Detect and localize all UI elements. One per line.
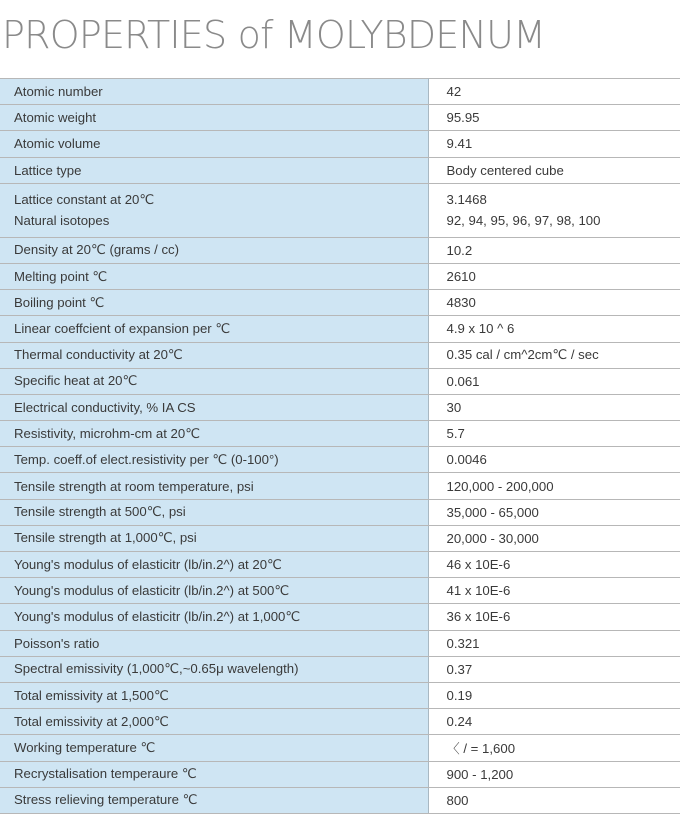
property-name: Specific heat at 20℃ bbox=[0, 368, 428, 394]
table-row bbox=[0, 342, 680, 368]
property-value: Body centered cube bbox=[428, 157, 680, 183]
table-row bbox=[0, 290, 680, 316]
property-value: 5.7 bbox=[428, 421, 680, 447]
property-value: 9.41 bbox=[428, 131, 680, 157]
property-value: 35,000 - 65,000 bbox=[428, 499, 680, 525]
property-name: Total emissivity at 1,500℃ bbox=[0, 682, 428, 708]
property-value: 4830 bbox=[428, 290, 680, 316]
property-value: 20,000 - 30,000 bbox=[428, 525, 680, 551]
property-name: Atomic volume bbox=[0, 131, 428, 157]
property-name: Spectral emissivity (1,000℃,~0.65μ wavelength) bbox=[0, 656, 428, 682]
table-row bbox=[0, 368, 680, 394]
property-name: Electrical conductivity, % IA CS bbox=[0, 394, 428, 420]
property-name: Atomic number bbox=[0, 79, 428, 105]
property-name: Working temperature ℃ bbox=[0, 735, 428, 761]
property-name: Atomic weight bbox=[0, 105, 428, 131]
table-row bbox=[0, 263, 680, 289]
table-row bbox=[0, 316, 680, 342]
property-value: 0.061 bbox=[428, 368, 680, 394]
property-value: 42 bbox=[428, 79, 680, 105]
property-value-cell bbox=[428, 183, 680, 237]
property-name: Stress relieving temperature ℃ bbox=[0, 787, 428, 813]
table-row bbox=[0, 630, 680, 656]
table-row bbox=[0, 79, 680, 105]
property-name: Lattice type bbox=[0, 157, 428, 183]
property-name: Recrystalisation temperaure ℃ bbox=[0, 761, 428, 787]
property-name: Tensile strength at room temperature, psi bbox=[0, 473, 428, 499]
property-name: Tensile strength at 500℃, psi bbox=[0, 499, 428, 525]
property-name: Total emissivity at 2,000℃ bbox=[0, 709, 428, 735]
property-value: 4.9 x 10 ^ 6 bbox=[428, 316, 680, 342]
property-value: 30 bbox=[428, 394, 680, 420]
table-row bbox=[0, 604, 680, 630]
page-title: PROPERTIES of MOLYBDENUM bbox=[2, 13, 546, 57]
properties-table bbox=[0, 78, 680, 814]
property-value: 92, 94, 95, 96, 97, 98, 100 bbox=[446, 213, 601, 229]
property-name: Thermal conductivity at 20℃ bbox=[0, 342, 428, 368]
table-row bbox=[0, 421, 680, 447]
property-value: 3.1468 bbox=[446, 192, 487, 208]
property-value: 36 x 10E-6 bbox=[428, 604, 680, 630]
table-row bbox=[0, 552, 680, 578]
table-row bbox=[0, 131, 680, 157]
property-name: Melting point ℃ bbox=[0, 263, 428, 289]
table-row bbox=[0, 237, 680, 263]
property-value: 2610 bbox=[428, 263, 680, 289]
property-value: 41 x 10E-6 bbox=[428, 578, 680, 604]
property-name: Poisson's ratio bbox=[0, 630, 428, 656]
table-row bbox=[0, 709, 680, 735]
property-value: 120,000 - 200,000 bbox=[428, 473, 680, 499]
table-row bbox=[0, 447, 680, 473]
property-value: 0.0046 bbox=[428, 447, 680, 473]
property-name: Density at 20℃ (grams / cc) bbox=[0, 237, 428, 263]
table-row bbox=[0, 105, 680, 131]
property-name: Tensile strength at 1,000℃, psi bbox=[0, 525, 428, 551]
property-value: 0.24 bbox=[428, 709, 680, 735]
property-value: 900 - 1,200 bbox=[428, 761, 680, 787]
property-value: 0.321 bbox=[428, 630, 680, 656]
table-row bbox=[0, 735, 680, 761]
table-row bbox=[0, 394, 680, 420]
table-row bbox=[0, 183, 680, 237]
table-row bbox=[0, 787, 680, 813]
table-row bbox=[0, 473, 680, 499]
property-name: Young's modulus of elasticitr (lb/in.2^) at 1,000℃ bbox=[0, 604, 428, 630]
table-row bbox=[0, 578, 680, 604]
property-value: 〈 / = 1,600 bbox=[428, 735, 680, 761]
property-value: 10.2 bbox=[428, 237, 680, 263]
property-value: 0.35 cal / cm^2cm℃ / sec bbox=[428, 342, 680, 368]
property-value: 46 x 10E-6 bbox=[428, 552, 680, 578]
property-value: 0.37 bbox=[428, 656, 680, 682]
property-name: Linear coeffcient of expansion per ℃ bbox=[0, 316, 428, 342]
table-row bbox=[0, 656, 680, 682]
table-row bbox=[0, 682, 680, 708]
property-value: 95.95 bbox=[428, 105, 680, 131]
property-value: 0.19 bbox=[428, 682, 680, 708]
property-name-cell bbox=[0, 183, 428, 237]
property-name: Natural isotopes bbox=[14, 213, 110, 229]
table-row bbox=[0, 157, 680, 183]
property-name: Lattice constant at 20℃ bbox=[14, 192, 155, 208]
table-row bbox=[0, 761, 680, 787]
table-row bbox=[0, 499, 680, 525]
property-value: 800 bbox=[428, 787, 680, 813]
table-row bbox=[0, 525, 680, 551]
property-name: Boiling point ℃ bbox=[0, 290, 428, 316]
property-name: Resistivity, microhm-cm at 20℃ bbox=[0, 421, 428, 447]
property-name: Young's modulus of elasticitr (lb/in.2^) at 500℃ bbox=[0, 578, 428, 604]
property-name: Young's modulus of elasticitr (lb/in.2^) at 20℃ bbox=[0, 552, 428, 578]
property-name: Temp. coeff.of elect.resistivity per ℃ (0-100°) bbox=[0, 447, 428, 473]
